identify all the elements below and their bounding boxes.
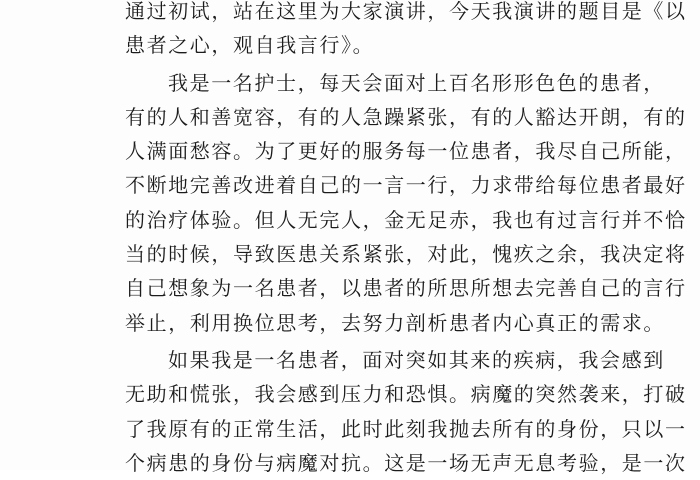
text-line: 有的人和善宽容，有的人急躁紧张，有的人豁达开朗，有的 bbox=[125, 104, 687, 129]
text-line: 我是一名护士，每天会面对上百名形形色色的患者， bbox=[168, 70, 665, 95]
text-line: 患者之心，观自我言行》。 bbox=[125, 33, 375, 58]
text-line: 无助和慌张，我会感到压力和恐惧。病魔的突然袭来，打破 bbox=[125, 382, 687, 407]
text-line: 个病患的身份与病魔对抗。这是一场无声无息考验，是一次 bbox=[125, 450, 687, 475]
paragraph-1 bbox=[125, 0, 687, 63]
text-line: 人满面愁容。为了更好的服务每一位患者，我尽自己所能， bbox=[125, 139, 687, 164]
text-line: 了我原有的正常生活，此时此刻我抛去所有的身份，只以一 bbox=[125, 416, 687, 441]
text-line: 当的时候，导致医患关系紧张，对此，愧疚之余，我决定将 bbox=[125, 242, 687, 267]
paragraph-3 bbox=[125, 343, 687, 480]
paragraph-2 bbox=[125, 66, 687, 340]
text-line: 举止，利用换位思考，去努力剖析患者内心真正的需求。 bbox=[125, 310, 665, 335]
text-line: 的治疗体验。但人无完人，金无足赤，我也有过言行并不恰 bbox=[125, 207, 687, 232]
text-line: 不断地完善改进着自己的一言一行，力求带给每位患者最好 bbox=[125, 173, 687, 198]
document-body bbox=[125, 0, 687, 480]
text-line: 自己想象为一名患者，以患者的所思所想去完善自己的言行 bbox=[125, 276, 687, 301]
text-line: 通过初试，站在这里为大家演讲，今天我演讲的题目是《以 bbox=[125, 0, 687, 23]
text-line: 如果我是一名患者，面对突如其来的疾病，我会感到 bbox=[168, 347, 665, 372]
